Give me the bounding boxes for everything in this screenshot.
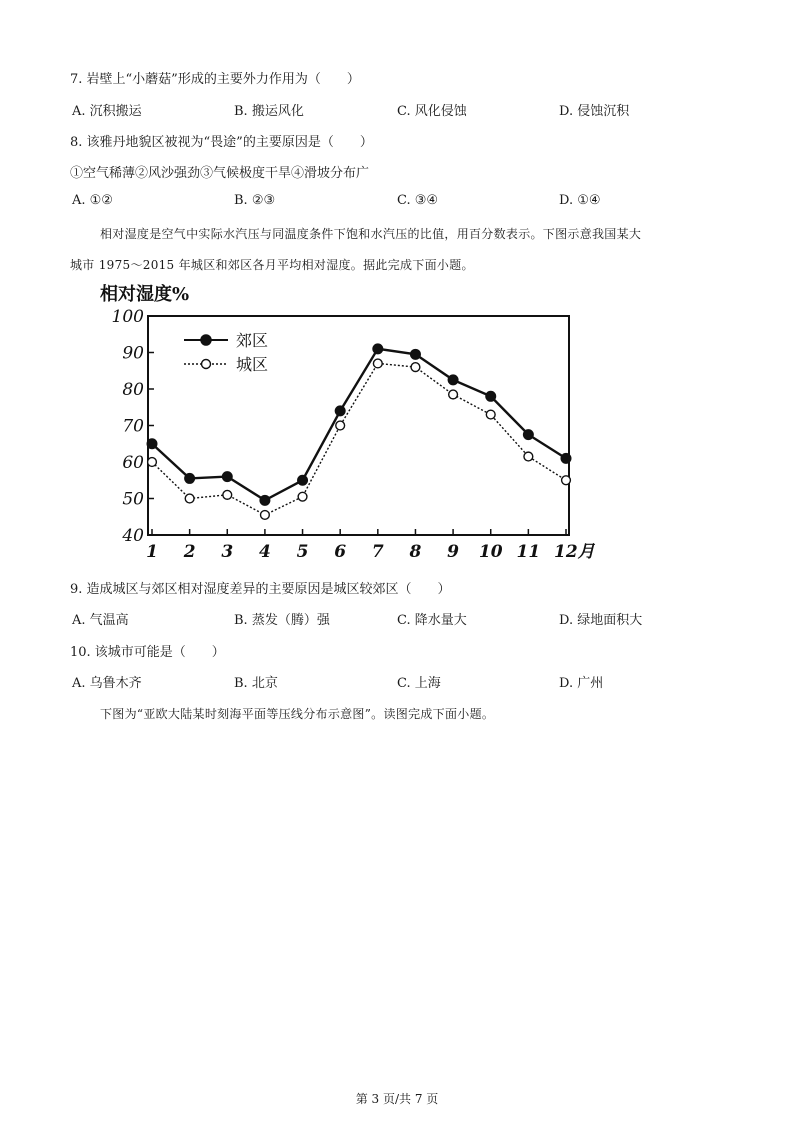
data-point-urban [298, 492, 307, 501]
x-tick-label: 7 [371, 542, 384, 562]
x-tick-label: 9 [447, 542, 460, 562]
data-point-urban [486, 410, 495, 419]
legend-label-urban: 城区 [236, 355, 269, 374]
question-8-option-c[interactable]: C. ③④ [397, 193, 439, 208]
data-point-urban [261, 511, 270, 520]
question-8-option-d[interactable]: D. ①④ [559, 193, 601, 208]
question-9-stem: 9. 造成城区与郊区相对湿度差异的主要原因是城区较郊区（ ） [70, 582, 451, 597]
legend-marker-suburb [201, 335, 211, 345]
data-point-suburb [486, 392, 496, 402]
x-tick-label: 2 [183, 542, 196, 562]
humidity-line-chart [96, 280, 616, 570]
x-tick-label: 8 [409, 542, 422, 562]
data-point-suburb [260, 496, 270, 506]
question-9-option-d[interactable]: D. 绿地面积大 [559, 613, 643, 628]
legend-marker-urban [202, 360, 211, 369]
chart-legend [184, 331, 268, 374]
data-point-urban [524, 452, 533, 461]
question-9-option-a[interactable]: A. 气温高 [72, 613, 129, 628]
question-8-statements: ①空气稀薄②风沙强劲③气候极度干旱④滑坡分布广 [70, 166, 370, 181]
humidity-intro-line-1: 相对湿度是空气中实际水汽压与同温度条件下饱和水汽压的比值，用百分数表示。下图示意我国某大 [100, 227, 642, 241]
x-axis-ticks [146, 529, 596, 562]
question-9-option-c[interactable]: C. 降水量大 [397, 613, 467, 628]
series-points [147, 344, 571, 519]
data-point-urban [336, 421, 345, 430]
data-point-urban [185, 494, 194, 503]
data-point-suburb [411, 350, 421, 360]
x-tick-label: 5 [296, 542, 309, 562]
data-point-suburb [185, 474, 195, 484]
data-point-suburb [222, 472, 232, 482]
question-7-stem: 7. 岩壁上“小蘑菇”形成的主要外力作用为（ ） [70, 72, 360, 87]
question-8-stem: 8. 该雅丹地貌区被视为“畏途”的主要原因是（ ） [70, 135, 373, 150]
question-10-option-b[interactable]: B. 北京 [234, 676, 278, 691]
series-line-suburb [152, 349, 566, 501]
legend-label-suburb: 郊区 [236, 331, 269, 350]
data-point-suburb [448, 375, 458, 385]
question-10-option-d[interactable]: D. 广州 [559, 676, 604, 691]
question-8-option-b[interactable]: B. ②③ [234, 193, 276, 208]
y-tick-label: 80 [122, 380, 144, 400]
data-point-urban [562, 476, 571, 485]
plot-frame [148, 316, 569, 535]
data-point-suburb [561, 454, 571, 464]
data-point-urban [411, 363, 420, 372]
data-point-urban [223, 490, 232, 499]
data-point-urban [148, 458, 157, 467]
series-lines [152, 349, 566, 515]
question-9-option-b[interactable]: B. 蒸发（腾）强 [234, 613, 330, 628]
question-8-option-a[interactable]: A. ①② [72, 193, 113, 208]
x-tick-label: 10 [478, 542, 503, 562]
x-tick-label: 1 [146, 542, 158, 562]
question-7-option-b[interactable]: B. 搬运风化 [234, 104, 304, 119]
y-tick-label: 90 [122, 343, 144, 364]
y-tick-label: 40 [122, 526, 144, 546]
question-7-option-c[interactable]: C. 风化侵蚀 [397, 104, 467, 119]
data-point-suburb [524, 430, 534, 440]
series-line-urban [152, 363, 566, 515]
question-10-option-c[interactable]: C. 上海 [397, 676, 441, 691]
data-point-urban [449, 390, 458, 399]
page-footer: 第 3 页/共 7 页 [355, 1092, 439, 1106]
question-10-option-a[interactable]: A. 乌鲁木齐 [72, 676, 142, 691]
pressure-map-intro: 下图为“亚欧大陆某时刻海平面等压线分布示意图”。读图完成下面小题。 [100, 707, 495, 721]
question-7-option-d[interactable]: D. 侵蚀沉积 [559, 104, 630, 119]
data-point-urban [373, 359, 382, 368]
x-tick-label: 3 [221, 542, 234, 562]
question-7-option-a[interactable]: A. 沉积搬运 [72, 104, 142, 119]
data-point-suburb [373, 344, 383, 354]
data-point-suburb [147, 439, 157, 449]
humidity-intro-line-2: 城市 1975～2015 年城区和郊区各月平均相对湿度。据此完成下面小题。 [70, 258, 474, 272]
y-tick-label: 70 [122, 416, 144, 437]
data-point-suburb [298, 475, 308, 485]
y-tick-label: 50 [122, 489, 144, 510]
y-tick-label: 100 [111, 307, 144, 327]
question-10-stem: 10. 该城市可能是（ ） [70, 645, 225, 660]
y-tick-label: 60 [122, 453, 144, 473]
x-tick-label: 11 [516, 542, 541, 562]
x-tick-label: 12月 [554, 542, 595, 562]
y-axis-label: 相对湿度% [100, 284, 190, 305]
data-point-suburb [335, 406, 345, 416]
x-tick-label: 6 [334, 542, 347, 562]
x-tick-label: 4 [258, 542, 271, 562]
